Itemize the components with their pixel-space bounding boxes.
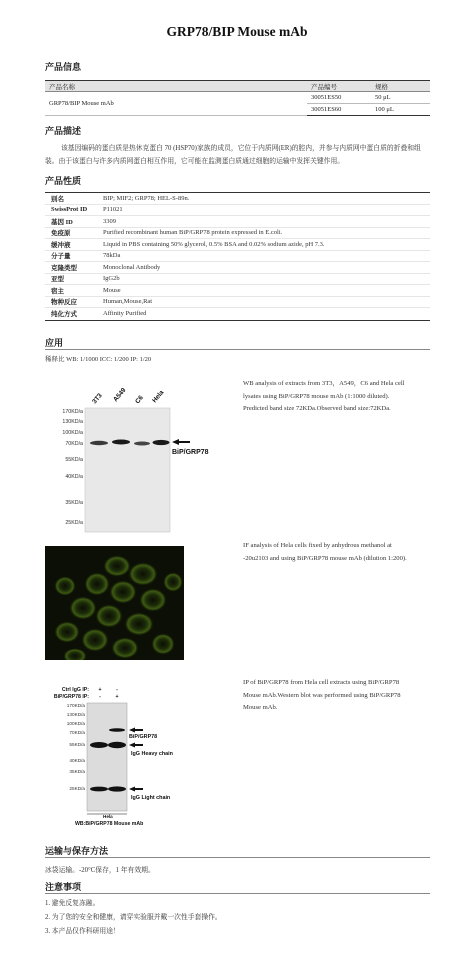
marker-label: 55KD/a — [65, 457, 83, 463]
divider — [45, 857, 430, 858]
band-label: IgG Heavy chain — [131, 751, 173, 757]
marker-label: 130KD/a — [62, 419, 83, 425]
arrow-icon — [129, 787, 143, 792]
caption-line: Mouse mAb. — [243, 704, 278, 711]
product-size-cell: 100 μL — [371, 104, 430, 116]
description-heading: 产品描述 — [45, 126, 82, 136]
product-info-table — [45, 80, 430, 116]
storage-text: 冰袋运输。-20°C保存，1 年有效期。 — [45, 867, 155, 874]
table-row — [45, 297, 430, 309]
lane-label: Hela — [151, 389, 166, 405]
col-header-size: 规格 — [371, 81, 430, 92]
list-item: 3. 本产品仅作科研用途！ — [45, 928, 120, 935]
property-key: SwissProt ID — [51, 206, 88, 214]
property-value: Purified recombinant human BiP/GRP78 protein expressed in E.coli. — [103, 229, 283, 237]
wb-caption — [243, 378, 405, 416]
caption-line: IF analysis of Hela cells fixed by anhydrous methanol at — [243, 542, 392, 549]
property-key: 分子量 — [51, 253, 71, 261]
marker-label: 40KD/a — [65, 474, 83, 480]
table-row — [45, 205, 430, 217]
table-row — [45, 239, 430, 251]
divider — [45, 893, 430, 894]
blot-band — [134, 442, 150, 446]
caption-line: IP of BiP/GRP78 from Hela cell extracts using BiP/GRP78 — [243, 679, 400, 686]
marker-label: 40KD/a — [69, 758, 85, 763]
property-key: 纯化方式 — [51, 311, 77, 319]
property-value: BIP; MIF2; GRP78; HEL-S-89n. — [103, 194, 190, 202]
marker-label: 70KD/a — [65, 441, 83, 447]
marker-label: 170KD/a — [62, 409, 83, 415]
property-value: Liquid in PBS containing 50% glycerol, 0.5% BSA and 0.02% sodium azide, pH 7.3. — [103, 240, 325, 248]
ip-blot-image — [45, 683, 235, 833]
property-key: 缓冲液 — [51, 241, 71, 249]
arrow-icon — [172, 439, 190, 445]
properties-table — [45, 192, 430, 321]
table-row — [45, 251, 430, 263]
ip-mark: - — [99, 694, 101, 700]
product-size-cell: 50 μL — [371, 92, 430, 104]
cell-line-label: Hela — [103, 814, 113, 819]
caption-line: -20u2103 and using BiP/GRP78 mouse mAb (dilution 1:200). — [243, 554, 407, 562]
lane-label: 3T3 — [91, 392, 104, 406]
property-value: IgG2b — [103, 275, 120, 283]
blot-band — [108, 786, 126, 791]
property-value: P11021 — [103, 206, 123, 214]
band-label: BiP/GRP78 — [129, 734, 158, 740]
property-key: 亚型 — [51, 276, 64, 284]
blot-band — [90, 742, 108, 748]
marker-label: 55KD/a — [69, 742, 85, 747]
ip-label: BiP/GRP78 IP: — [53, 694, 89, 700]
marker-label: 25KD/a — [65, 520, 83, 526]
table-row — [45, 92, 430, 104]
blot-band — [90, 787, 108, 792]
property-key: 宿主 — [51, 287, 64, 295]
property-key: 免疫原 — [51, 230, 71, 238]
properties-heading: 产品性质 — [45, 176, 82, 186]
property-value: Mouse — [103, 286, 121, 294]
ctrl-mark: + — [98, 687, 102, 693]
fluorescence-cells — [45, 546, 184, 660]
marker-label: 170KD/a — [66, 703, 85, 708]
property-key: 物种反应 — [51, 299, 77, 307]
notes-list — [45, 897, 222, 939]
blot-band — [90, 441, 108, 445]
band-label: BiP/GRP78 — [172, 449, 209, 456]
property-value: 78kDa — [103, 252, 121, 260]
table-row — [45, 193, 430, 205]
property-key: 别名 — [51, 195, 64, 203]
marker-label: 70KD/a — [69, 730, 85, 735]
product-info-heading: 产品信息 — [45, 62, 82, 72]
blot-band — [153, 440, 170, 445]
ctrl-igg-label: Ctrl IgG IP: — [61, 687, 89, 693]
table-row — [45, 285, 430, 297]
product-code-cell: 30051ES50 — [307, 92, 371, 104]
property-key: 基因 ID — [51, 218, 73, 226]
lane-label: C6 — [134, 394, 145, 406]
notes-heading: 注意事项 — [45, 882, 82, 892]
property-key: 克隆类型 — [51, 264, 77, 272]
property-value: Human,Mouse,Rat — [103, 298, 153, 306]
ip-mark: + — [115, 694, 119, 700]
marker-label: 130KD/a — [66, 712, 85, 717]
page-title: GRP78/BIP Mouse mAb — [166, 24, 308, 39]
marker-label: 35KD/a — [69, 769, 85, 774]
immunofluorescence-image — [45, 546, 184, 660]
storage-heading: 运输与保存方法 — [45, 846, 109, 856]
dilution-text: 稀释比 WB: 1/1000 ICC: 1/200 IP: 1/20 — [45, 356, 152, 363]
product-code-cell: 30051ES60 — [307, 104, 371, 116]
caption-line: Mouse mAb.Western blot was performed using BiP/GRP78 — [243, 691, 401, 699]
property-value: 3309 — [103, 217, 116, 225]
col-header-code: 产品编号 — [307, 81, 371, 92]
blot-band — [108, 742, 126, 748]
cell-cluster — [54, 555, 183, 660]
table-row — [45, 262, 430, 274]
table-row — [45, 308, 430, 320]
lane-label: A549 — [112, 386, 128, 404]
if-caption — [243, 540, 407, 565]
western-blot-image — [45, 386, 235, 536]
list-item: 1. 避免反复冻融。 — [45, 900, 100, 907]
wb-antibody-label: WB:BiP/GRP78 Mouse mAb — [75, 821, 144, 827]
ip-caption — [243, 677, 401, 715]
blot-band — [109, 728, 125, 732]
table-row — [45, 216, 430, 228]
blot-membrane — [85, 408, 170, 532]
caption-line: lysates using BiP/GRP78 mouse mAb (1:1000 diluted). — [243, 392, 390, 400]
marker-label: 100KD/a — [62, 430, 83, 436]
property-value: Affinity Purified — [103, 310, 147, 318]
divider — [45, 349, 430, 350]
caption-line: WB analysis of extracts from 3T3，A549，C6 and Hela cell — [243, 380, 405, 387]
description-text: 该基因编码的蛋白质是热休克蛋白 70 (HSP70)家族的成员，它位于内质网(ER)的腔内，并参与内质网中蛋白质的折叠和组装。由于该蛋白与许多内质网蛋白相互作用，它可能在监测蛋白质通过细胞的运输中发挥关键作用。 — [45, 145, 421, 165]
blot-membrane — [87, 703, 127, 811]
table-row — [45, 274, 430, 286]
marker-label: 35KD/a — [65, 500, 83, 506]
property-value: Monoclonal Antibody — [103, 263, 161, 271]
caption-line: Predicted band size 72KDa.Observed band size:72KDa. — [243, 405, 391, 412]
band-label: IgG Light chain — [131, 795, 171, 801]
application-heading: 应用 — [45, 338, 64, 348]
blot-band — [112, 440, 130, 445]
arrow-icon — [129, 743, 143, 748]
marker-label: 25KD/a — [69, 786, 85, 791]
ctrl-mark: - — [116, 687, 118, 693]
table-row — [45, 228, 430, 240]
col-header-name: 产品名称 — [45, 81, 307, 92]
product-name-cell: GRP78/BIP Mouse mAb — [45, 92, 307, 116]
arrow-icon — [129, 728, 143, 733]
list-item: 2. 为了您的安全和健康，请穿实验服并戴一次性手套操作。 — [45, 914, 222, 921]
marker-label: 100KD/a — [66, 721, 85, 726]
